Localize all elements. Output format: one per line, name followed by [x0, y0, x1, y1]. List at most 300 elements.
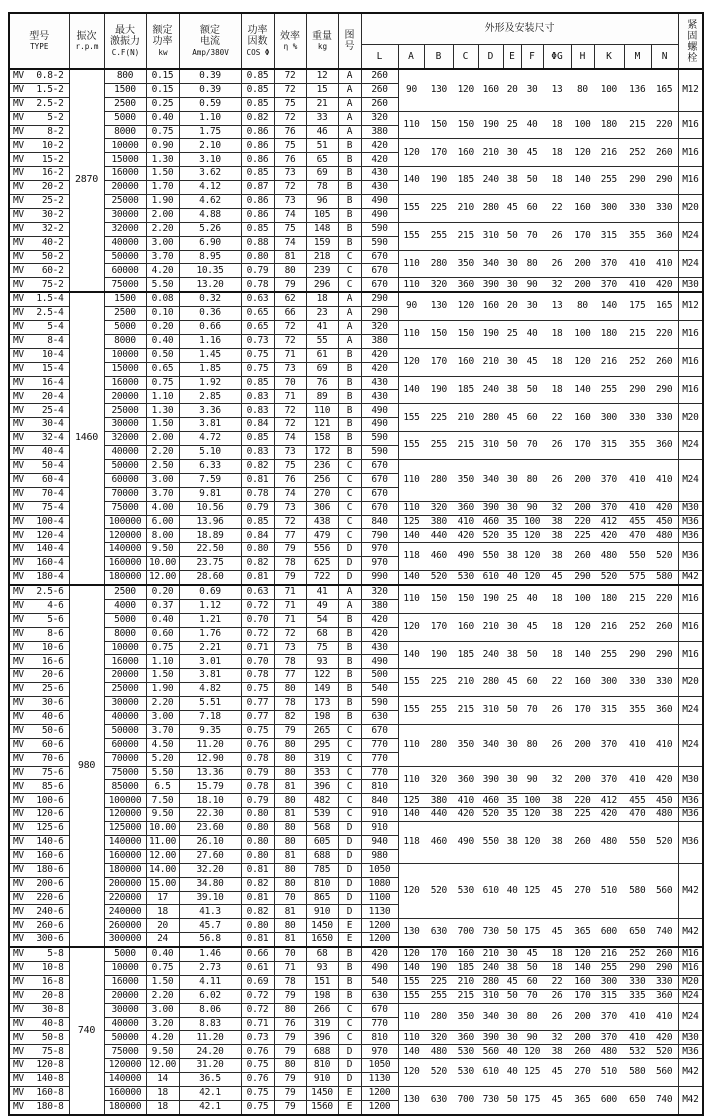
cos-cell: 0.75: [241, 348, 274, 362]
dims-group-cell: [398, 794, 678, 808]
type-cell: MV 15-2: [9, 153, 69, 167]
weight-cell: 173: [306, 697, 338, 711]
dim-value: 370: [600, 1010, 617, 1022]
dim-value: 175: [523, 926, 541, 938]
figure-cell: D: [338, 822, 361, 836]
weight-cell: 1560: [306, 1100, 338, 1114]
dim-value: 355: [629, 704, 646, 716]
dim-value: 520: [656, 1045, 673, 1057]
dim-value: 30: [506, 278, 518, 290]
dim-value: 216: [600, 948, 617, 960]
dim-value: 280: [482, 411, 499, 423]
dim-value: 520: [430, 1066, 447, 1078]
dim-value: 120: [574, 620, 591, 632]
dim-value: 225: [430, 676, 447, 688]
dim-value: 412: [600, 515, 617, 527]
dim-value: 260: [574, 836, 591, 848]
amp-cell: 0.59: [179, 97, 241, 111]
eff-cell: 72: [274, 515, 306, 529]
dim-value: 480: [656, 529, 673, 541]
dim-value: 600: [600, 926, 617, 938]
cos-cell: 0.78: [241, 278, 274, 292]
dim-value: 100: [523, 515, 541, 527]
amp-cell: 15.79: [179, 780, 241, 794]
amp-cell: 27.60: [179, 849, 241, 863]
eff-cell: 80: [274, 264, 306, 278]
weight-cell: 198: [306, 710, 338, 724]
kw-cell: 3.00: [146, 473, 179, 487]
cos-cell: 0.83: [241, 390, 274, 404]
dim-value: 560: [656, 884, 673, 896]
type-cell: MV 5-2: [9, 111, 69, 125]
kw-cell: 1.50: [146, 418, 179, 432]
weight-cell: 96: [306, 195, 338, 209]
dim-value: 410: [629, 738, 646, 750]
type-cell: MV 2.5-4: [9, 307, 69, 321]
cf-cell: 75000: [104, 1045, 146, 1059]
dims-group-cell: [398, 1031, 678, 1045]
figure-cell: C: [338, 1003, 361, 1017]
kw-cell: 0.20: [146, 585, 179, 599]
cos-cell: 0.86: [241, 195, 274, 209]
dim-value: 45: [526, 620, 538, 632]
dim-value: 120: [403, 948, 420, 960]
amp-cell: 24.20: [179, 1045, 241, 1059]
eff-cell: 71: [274, 599, 306, 613]
type-cell: MV 32-2: [9, 222, 69, 236]
dim-value: 520: [482, 529, 499, 541]
dim-value: 280: [430, 1010, 447, 1022]
type-cell: MV 10-6: [9, 641, 69, 655]
dim-value: 25: [506, 328, 518, 340]
cf-cell: 50000: [104, 724, 146, 738]
weight-cell: 810: [306, 1059, 338, 1073]
type-cell: MV 180-6: [9, 863, 69, 877]
cos-cell: 0.81: [241, 891, 274, 905]
amp-cell: 1.75: [179, 125, 241, 139]
dim-value: 470: [629, 529, 646, 541]
type-cell: MV 60-2: [9, 264, 69, 278]
figure-cell: D: [338, 1045, 361, 1059]
cos-cell: 0.85: [241, 515, 274, 529]
dim-value: 22: [551, 202, 563, 214]
figure-cell: C: [338, 250, 361, 264]
dim-value: 460: [430, 836, 447, 848]
dims-group-cell: [398, 111, 678, 139]
dim-value: 252: [629, 355, 646, 367]
weight-cell: 688: [306, 1045, 338, 1059]
type-cell: MV 160-8: [9, 1087, 69, 1101]
dim-value: 360: [457, 278, 474, 290]
dim-value: 225: [574, 808, 591, 820]
weight-cell: 121: [306, 418, 338, 432]
eff-cell: 72: [274, 181, 306, 195]
dim-value: 150: [457, 118, 474, 130]
L-cell: 430: [361, 181, 398, 195]
dim-value: 450: [656, 794, 673, 806]
dims-group-cell: [398, 278, 678, 292]
L-cell: 970: [361, 1045, 398, 1059]
bolt-cell: M36: [678, 794, 703, 808]
dim-value: 240: [482, 383, 499, 395]
cos-cell: 0.80: [241, 919, 274, 933]
dim-value: 210: [457, 976, 474, 988]
type-cell: MV 8-2: [9, 125, 69, 139]
type-cell: MV 240-6: [9, 905, 69, 919]
cf-cell: 120000: [104, 1059, 146, 1073]
dim-value: 45: [551, 571, 563, 583]
dim-value: 20: [506, 84, 518, 96]
amp-cell: 13.36: [179, 766, 241, 780]
dim-value: 170: [430, 146, 447, 158]
figure-cell: B: [338, 390, 361, 404]
dim-value: 140: [403, 808, 420, 820]
dim-value: 90: [406, 300, 417, 312]
cos-cell: 0.79: [241, 264, 274, 278]
dim-value: 60: [526, 202, 538, 214]
L-cell: 940: [361, 835, 398, 849]
figure-cell: B: [338, 962, 361, 976]
col-header-dim-L: L: [361, 45, 398, 70]
bolt-cell: M42: [678, 863, 703, 919]
dim-value: 170: [574, 439, 591, 451]
type-cell: MV 160-6: [9, 849, 69, 863]
dim-value: 120: [523, 529, 541, 541]
dim-value: 120: [523, 1045, 541, 1057]
dim-value: 45: [551, 926, 563, 938]
type-cell: MV 70-4: [9, 487, 69, 501]
dim-value: 370: [600, 501, 617, 513]
amp-cell: 1.12: [179, 599, 241, 613]
dims-group-cell: [398, 585, 678, 613]
dims-group-cell: [398, 321, 678, 349]
figure-cell: B: [338, 139, 361, 153]
figure-cell: C: [338, 459, 361, 473]
amp-cell: 36.5: [179, 1073, 241, 1087]
dim-value: 45: [506, 676, 518, 688]
figure-cell: D: [338, 891, 361, 905]
kw-cell: 7.50: [146, 794, 179, 808]
dim-value: 315: [600, 704, 617, 716]
weight-cell: 89: [306, 390, 338, 404]
dim-value: 80: [526, 738, 538, 750]
dim-value: 110: [403, 1031, 420, 1043]
dim-value: 290: [629, 648, 646, 660]
dim-value: 412: [600, 794, 617, 806]
figure-cell: A: [338, 83, 361, 97]
cos-cell: 0.76: [241, 1045, 274, 1059]
dims-group-cell: [398, 919, 678, 947]
bolt-cell: M30: [678, 766, 703, 794]
L-cell: 1130: [361, 1073, 398, 1087]
eff-cell: 80: [274, 738, 306, 752]
cf-cell: 25000: [104, 404, 146, 418]
dim-value: 410: [629, 1031, 646, 1043]
type-cell: MV 16-6: [9, 655, 69, 669]
L-cell: 590: [361, 697, 398, 711]
kw-cell: 0.75: [146, 962, 179, 976]
kw-cell: 12.00: [146, 1059, 179, 1073]
eff-cell: 70: [274, 947, 306, 961]
dim-value: 26: [551, 704, 563, 716]
dim-value: 220: [574, 794, 591, 806]
dim-value: 160: [574, 976, 591, 988]
dim-value: 110: [403, 593, 420, 605]
bolt-cell: M16: [678, 321, 703, 349]
dim-value: 480: [600, 550, 617, 562]
dim-value: 255: [430, 704, 447, 716]
col-header-rated-power: 额定 功率 kw: [146, 13, 179, 69]
dim-value: 22: [551, 976, 563, 988]
dim-value: 560: [656, 1066, 673, 1078]
dim-value: 215: [629, 328, 646, 340]
dims-group-cell: [398, 404, 678, 432]
figure-cell: E: [338, 919, 361, 933]
dim-value: 150: [457, 328, 474, 340]
L-cell: 490: [361, 195, 398, 209]
type-cell: MV 8-4: [9, 334, 69, 348]
cos-cell: 0.85: [241, 167, 274, 181]
dim-value: 120: [523, 571, 541, 583]
figure-cell: C: [338, 473, 361, 487]
dim-value: 440: [430, 529, 447, 541]
dim-value: 520: [430, 571, 447, 583]
weight-cell: 1650: [306, 933, 338, 947]
dim-value: 520: [600, 571, 617, 583]
bolt-cell: M16: [678, 947, 703, 961]
amp-cell: 8.83: [179, 1017, 241, 1031]
type-cell: MV 40-4: [9, 446, 69, 460]
dim-value: 26: [551, 989, 563, 1001]
dim-value: 215: [457, 989, 474, 1001]
type-cell: MV 50-2: [9, 250, 69, 264]
dim-value: 216: [600, 146, 617, 158]
dim-value: 90: [526, 1031, 538, 1043]
L-cell: 590: [361, 432, 398, 446]
weight-cell: 41: [306, 585, 338, 599]
cos-cell: 0.77: [241, 710, 274, 724]
L-cell: 770: [361, 752, 398, 766]
amp-cell: 3.01: [179, 655, 241, 669]
dim-value: 180: [600, 118, 617, 130]
cf-cell: 5000: [104, 613, 146, 627]
L-cell: 260: [361, 69, 398, 83]
kw-cell: 10.00: [146, 557, 179, 571]
dim-value: 180: [600, 328, 617, 340]
amp-cell: 18.89: [179, 529, 241, 543]
dim-value: 225: [574, 529, 591, 541]
cf-cell: 140000: [104, 1073, 146, 1087]
dims-group-cell: [398, 989, 678, 1003]
figure-cell: B: [338, 222, 361, 236]
cf-cell: 2500: [104, 97, 146, 111]
kw-cell: 18: [146, 1087, 179, 1101]
L-cell: 260: [361, 83, 398, 97]
type-cell: MV 5-6: [9, 613, 69, 627]
dim-value: 216: [600, 355, 617, 367]
dim-value: 420: [600, 529, 617, 541]
cf-cell: 180000: [104, 571, 146, 585]
amp-cell: 23.60: [179, 822, 241, 836]
cf-cell: 120000: [104, 529, 146, 543]
kw-cell: 4.50: [146, 738, 179, 752]
cos-cell: 0.65: [241, 307, 274, 321]
cos-cell: 0.80: [241, 543, 274, 557]
dim-value: 18: [551, 383, 563, 395]
cf-cell: 60000: [104, 473, 146, 487]
dim-value: 35: [506, 515, 518, 527]
weight-cell: 122: [306, 669, 338, 683]
eff-cell: 72: [274, 69, 306, 83]
dim-value: 190: [430, 174, 447, 186]
L-cell: 810: [361, 1031, 398, 1045]
dim-value: 50: [526, 383, 538, 395]
amp-cell: 0.39: [179, 83, 241, 97]
dim-value: 170: [574, 229, 591, 241]
dim-value: 60: [526, 411, 538, 423]
dim-value: 730: [482, 926, 499, 938]
type-cell: MV 20-8: [9, 989, 69, 1003]
dim-value: 170: [430, 620, 447, 632]
dim-value: 355: [629, 229, 646, 241]
kw-cell: 3.00: [146, 710, 179, 724]
type-cell: MV 70-6: [9, 752, 69, 766]
dim-value: 490: [457, 836, 474, 848]
dim-value: 330: [629, 202, 646, 214]
dim-value: 160: [457, 146, 474, 158]
cos-cell: 0.61: [241, 962, 274, 976]
cos-cell: 0.85: [241, 432, 274, 446]
dim-value: 30: [506, 620, 518, 632]
kw-cell: 0.20: [146, 321, 179, 335]
dim-value: 410: [629, 501, 646, 513]
bolt-cell: M42: [678, 919, 703, 947]
type-cell: MV 40-2: [9, 236, 69, 250]
bolt-cell: M24: [678, 697, 703, 725]
type-cell: MV 200-6: [9, 877, 69, 891]
kw-cell: 5.50: [146, 278, 179, 292]
type-cell: MV 4-6: [9, 599, 69, 613]
cos-cell: 0.63: [241, 292, 274, 306]
dim-value: 130: [403, 1094, 420, 1106]
amp-cell: 11.20: [179, 1031, 241, 1045]
type-cell: MV 75-4: [9, 501, 69, 515]
weight-cell: 1450: [306, 919, 338, 933]
dim-value: 70: [526, 704, 538, 716]
type-cell: MV 120-4: [9, 529, 69, 543]
dim-value: 38: [506, 962, 518, 974]
amp-cell: 34.80: [179, 877, 241, 891]
cf-cell: 10000: [104, 139, 146, 153]
kw-cell: 1.50: [146, 669, 179, 683]
cf-cell: 20000: [104, 989, 146, 1003]
weight-cell: 148: [306, 222, 338, 236]
dim-value: 310: [482, 439, 499, 451]
L-cell: 320: [361, 321, 398, 335]
dims-group-cell: [398, 1059, 678, 1087]
dim-value: 160: [457, 948, 474, 960]
dims-group-cell: [398, 459, 678, 501]
dim-value: 140: [403, 1045, 420, 1057]
amp-cell: 2.73: [179, 962, 241, 976]
cos-cell: 0.82: [241, 459, 274, 473]
type-cell: MV 1.5-4: [9, 292, 69, 306]
kw-cell: 2.00: [146, 208, 179, 222]
dim-value: 370: [600, 257, 617, 269]
dim-value: 550: [482, 550, 499, 562]
eff-cell: 80: [274, 863, 306, 877]
weight-cell: 76: [306, 376, 338, 390]
dim-value: 410: [629, 1010, 646, 1022]
dim-value: 30: [506, 146, 518, 158]
kw-cell: 0.75: [146, 641, 179, 655]
weight-cell: 65: [306, 153, 338, 167]
eff-cell: 81: [274, 849, 306, 863]
dim-value: 315: [600, 989, 617, 1001]
bolt-cell: M30: [678, 278, 703, 292]
weight-cell: 722: [306, 571, 338, 585]
cf-cell: 200000: [104, 877, 146, 891]
dim-value: 45: [506, 411, 518, 423]
figure-cell: C: [338, 278, 361, 292]
amp-cell: 3.81: [179, 669, 241, 683]
figure-cell: B: [338, 181, 361, 195]
col-header-dim-A: A: [398, 45, 424, 70]
figure-cell: C: [338, 766, 361, 780]
cos-cell: 0.85: [241, 222, 274, 236]
eff-cell: 74: [274, 208, 306, 222]
dim-value: 210: [482, 146, 499, 158]
dim-value: 210: [482, 948, 499, 960]
dim-value: 330: [656, 411, 673, 423]
dim-value: 100: [574, 593, 591, 605]
type-cell: MV 60-6: [9, 738, 69, 752]
dim-value: 340: [482, 257, 499, 269]
weight-cell: 41: [306, 321, 338, 335]
figure-cell: A: [338, 585, 361, 599]
type-cell: MV 300-6: [9, 933, 69, 947]
dim-value: 70: [526, 439, 538, 451]
dim-value: 18: [551, 948, 563, 960]
dim-value: 140: [574, 383, 591, 395]
dims-group-cell: [398, 641, 678, 669]
dim-value: 210: [457, 411, 474, 423]
eff-cell: 66: [274, 307, 306, 321]
L-cell: 290: [361, 292, 398, 306]
L-cell: 1130: [361, 905, 398, 919]
amp-cell: 9.81: [179, 487, 241, 501]
eff-cell: 74: [274, 487, 306, 501]
dim-value: 390: [482, 278, 499, 290]
figure-cell: B: [338, 446, 361, 460]
cf-cell: 10000: [104, 348, 146, 362]
eff-cell: 70: [274, 891, 306, 905]
kw-cell: 0.10: [146, 307, 179, 321]
dim-value: 200: [574, 257, 591, 269]
kw-cell: 1.50: [146, 975, 179, 989]
eff-cell: 72: [274, 111, 306, 125]
cos-cell: 0.79: [241, 501, 274, 515]
dim-value: 60: [526, 976, 538, 988]
dim-value: 38: [506, 836, 518, 848]
weight-cell: 33: [306, 111, 338, 125]
type-cell: MV 50-8: [9, 1031, 69, 1045]
dim-value: 140: [574, 648, 591, 660]
eff-cell: 72: [274, 404, 306, 418]
dim-value: 30: [506, 1031, 518, 1043]
dim-value: 120: [574, 948, 591, 960]
figure-cell: A: [338, 321, 361, 335]
